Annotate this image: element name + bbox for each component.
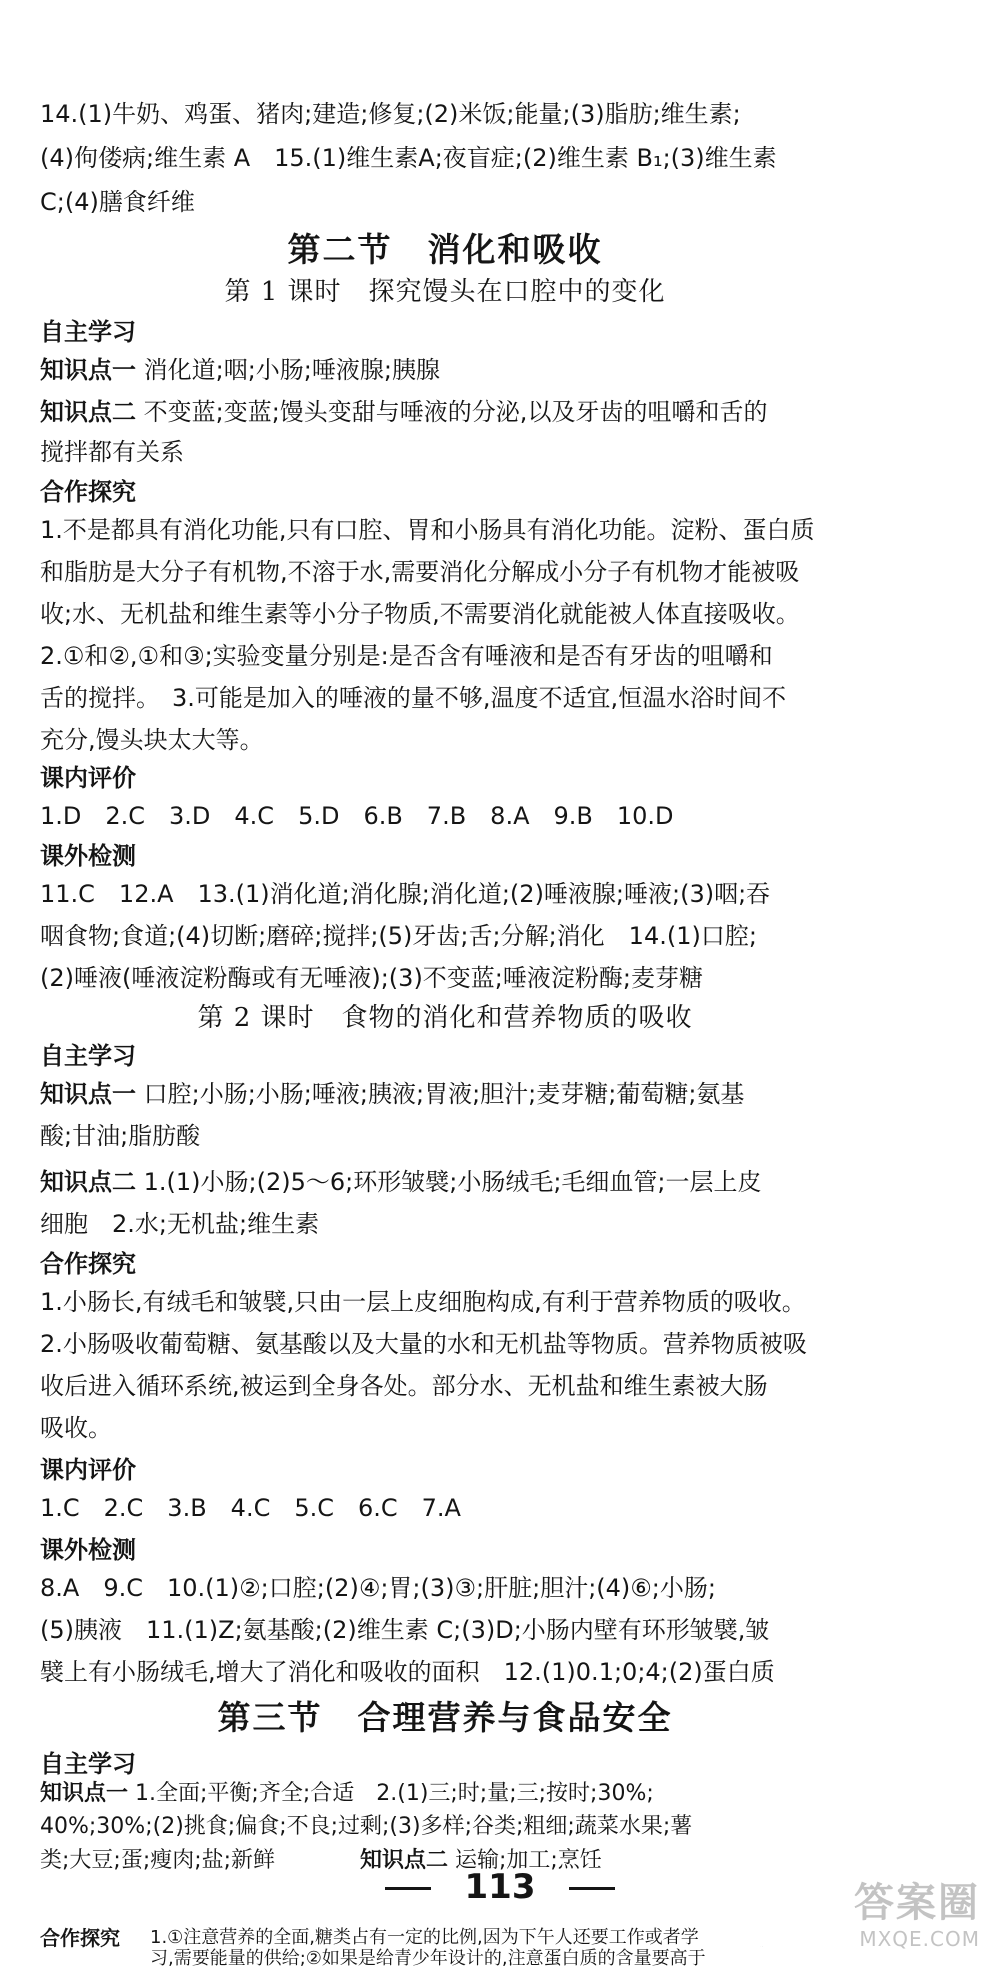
knowledge-point-text: 1.全面;平衡;齐全;合适 2.(1)三;时;量;三;按时;30%; (135, 1781, 654, 1806)
answer-line: 2.小肠吸收葡萄糖、氨基酸以及大量的水和无机盐等物质。营养物质被吸 (40, 1330, 807, 1358)
answer-line: 14.(1)牛奶、鸡蛋、猪肉;建造;修复;(2)米饭;能量;(3)脂肪;维生素; (40, 100, 741, 128)
answer-line (764, 1946, 765, 1947)
answer-line (760, 1946, 761, 1947)
section-title: 第三节 合理营养与食品安全 (217, 1698, 673, 1737)
knowledge-point-text: 不变蓝;变蓝;馒头变甜与唾液的分泌,以及牙齿的咀嚼和舌的 (143, 398, 768, 426)
subsection-label: 自主学习 (40, 318, 136, 346)
answer-line: 酸;甘油;脂肪酸 (40, 1122, 201, 1150)
answer-line: 舌的搅拌。 3.可能是加入的唾液的量不够,温度不适宜,恒温水浴时间不 (40, 684, 787, 712)
answer-line: 1.D 2.C 3.D 4.C 5.D 6.B 7.B 8.A 9.B 10.D (40, 802, 674, 830)
knowledge-point (40, 1776, 850, 1812)
knowledge-point-label: 知识点一 (40, 1781, 129, 1806)
knowledge-point-label: 知识点一 (40, 356, 136, 384)
footer-dash-left (385, 1887, 431, 1890)
answer-line: 习,需要能量的供给;②如果是给青少年设计的,注意蛋白质的含量要高于 (150, 1948, 706, 1969)
subsection-label: 课外检测 (40, 1536, 136, 1564)
page-number-text: 113 (464, 1867, 536, 1907)
subsection-label: 合作探究 (40, 1250, 136, 1278)
answer-line: 1.C 2.C 3.B 4.C 5.C 6.C 7.A (40, 1494, 461, 1522)
knowledge-point-label: 知识点一 (40, 1080, 136, 1108)
answer-line: (5)胰液 11.(1)Z;氨基酸;(2)维生素 C;(3)D;小肠内壁有环形皱襞,皱 (40, 1616, 770, 1644)
answer-line: (4)佝偻病;维生素 A 15.(1)维生素A;夜盲症;(2)维生素 B₁;(3)维生素 (40, 144, 777, 172)
knowledge-point-label: 知识点二 (360, 1848, 449, 1873)
answer-line: 搅拌都有关系 (40, 438, 184, 466)
knowledge-point-text: 运输;加工;烹饪 (455, 1848, 602, 1873)
answer-line: 40%;30%;(2)挑食;偏食;不良;过剩;(3)多样;谷类;粗细;蔬菜水果;薯 (40, 1814, 693, 1839)
answer-line: 收后进入循环系统,被运到全身各处。部分水、无机盐和维生素被大肠 (40, 1372, 768, 1400)
lesson-title: 第 2 课时 食物的消化和营养物质的吸收 (197, 1003, 693, 1033)
knowledge-point-label: 知识点二 (40, 398, 136, 426)
subsection-label: 课内评价 (40, 764, 136, 792)
answer-line: 类;大豆;蛋;瘦肉;盐;新鲜 (40, 1848, 276, 1873)
answer-line: 11.C 12.A 13.(1)消化道;消化腺;消化道;(2)唾液腺;唾液;(3)咽;吞 (40, 880, 771, 908)
answer-line: 8.A 9.C 10.(1)②;口腔;(2)④;胃;(3)③;肝脏;胆汁;(4)⑥;小肠; (40, 1574, 716, 1602)
knowledge-point-label: 知识点二 (40, 1168, 136, 1196)
subsection-label (762, 1946, 763, 1947)
answer-line: 充分,馒头块太大等。 (40, 726, 264, 754)
lesson-title: 第 1 课时 探究馒头在口腔中的变化 (224, 277, 666, 307)
watermark-logo: 答案圈 (854, 1880, 980, 1926)
answer-line: 1.小肠长,有绒毛和皱襞,只由一层上皮细胞构成,有利于营养物质的吸收。 (40, 1288, 806, 1316)
answer-line: 1.不是都具有消化功能,只有口腔、胃和小肠具有消化功能。淀粉、蛋白质 (40, 516, 815, 544)
subsection-label: 合作探究 (40, 1926, 120, 1950)
section-title: 第二节 消化和吸收 (287, 230, 603, 269)
answer-line: 1.①注意营养的全面,糖类占有一定的比例,因为下午人还要工作或者学 (150, 1927, 699, 1948)
subsection-label: 课内评价 (40, 1456, 136, 1484)
knowledge-point-text: 1.(1)小肠;(2)5～6;环形皱襞;小肠绒毛;毛细血管;一层上皮 (143, 1168, 762, 1196)
watermark-url: MXQE.COM (859, 1927, 980, 1951)
knowledge-point (40, 390, 850, 434)
answer-line: 和脂肪是大分子有机物,不溶于水,需要消化分解成小分子有机物才能被吸 (40, 558, 800, 586)
answer-line: 咽食物;食道;(4)切断;磨碎;搅拌;(5)牙齿;舌;分解;消化 14.(1)口腔; (40, 922, 757, 950)
subsection-label: 合作探究 (40, 478, 136, 506)
answer-line: 细胞 2.水;无机盐;维生素 (40, 1210, 320, 1238)
subsection-label: 课外检测 (40, 842, 136, 870)
knowledge-point-text: 消化道;咽;小肠;唾液腺;胰腺 (143, 356, 440, 384)
knowledge-point (40, 348, 850, 392)
knowledge-point-text: 口腔;小肠;小肠;唾液;胰液;胃液;胆汁;麦芽糖;葡萄糖;氨基 (143, 1080, 745, 1108)
knowledge-point (40, 1160, 850, 1204)
answer-line: (2)唾液(唾液淀粉酶或有无唾液);(3)不变蓝;唾液淀粉酶;麦芽糖 (40, 964, 703, 992)
answer-line: C;(4)膳食纤维 (40, 188, 195, 216)
answer-line: 襞上有小肠绒毛,增大了消化和吸收的面积 12.(1)0.1;0;4;(2)蛋白质 (40, 1658, 775, 1686)
answer-line: 2.①和②,①和③;实验变量分别是:是否含有唾液和是否有牙齿的咀嚼和 (40, 642, 773, 670)
subsection-label: 自主学习 (40, 1750, 136, 1778)
answer-line: 收;水、无机盐和维生素等小分子物质,不需要消化就能被人体直接吸收。 (40, 600, 800, 628)
knowledge-point (40, 1072, 850, 1116)
site-watermark (770, 1880, 980, 1964)
answer-line: 吸收。 (40, 1414, 112, 1442)
subsection-label: 自主学习 (40, 1042, 136, 1070)
footer-dash-right (569, 1887, 615, 1890)
